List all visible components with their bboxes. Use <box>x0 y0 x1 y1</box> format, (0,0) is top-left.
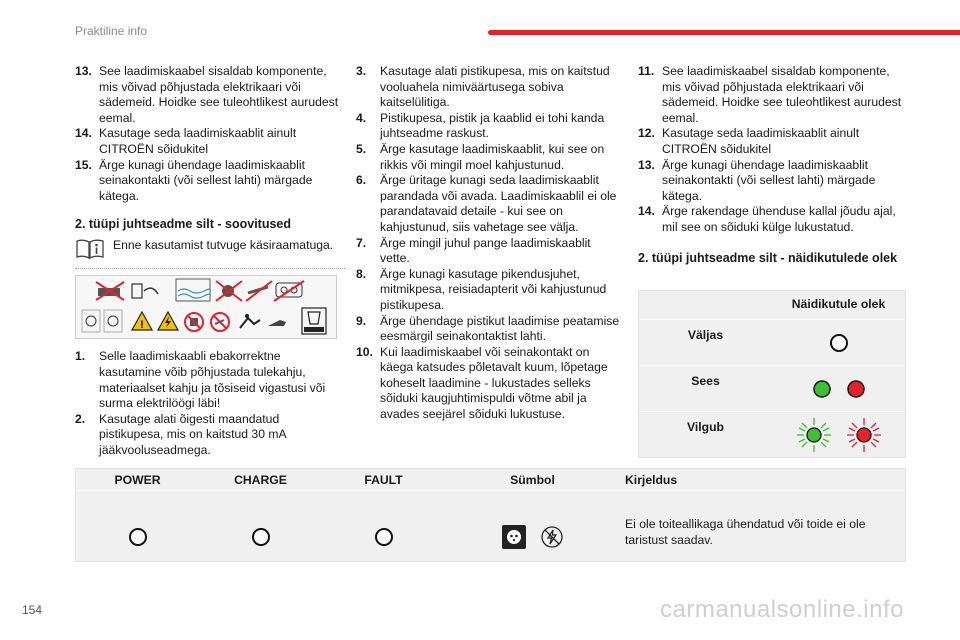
item-text: Pistikupesa, pistik ja kaablid ei tohi kanda juhtseadme raskust. <box>380 110 605 141</box>
column-header-charge: CHARGE <box>234 473 287 487</box>
power-light-off-icon <box>128 527 148 547</box>
no-modify-icon <box>246 281 272 301</box>
no-extension-icon <box>216 281 242 301</box>
list-item <box>356 236 621 267</box>
list-item <box>356 267 621 314</box>
column-header-fault: FAULT <box>364 473 403 487</box>
item-text: Kasutage seda laadimiskaablit ainult CITROËN sõidukitel <box>99 126 297 156</box>
watermark: carmanualsonline.info <box>660 596 904 623</box>
column-header-symbol: Sümbol <box>510 473 555 487</box>
item-text: Ärge mingil juhul pange laadimiskaablit vette. <box>380 235 591 266</box>
item-text: Ärge rakendage ühenduse kallal jõudu ajal, mil see on sõiduki külge lukustatud. <box>662 204 896 234</box>
item-number: 13. <box>75 64 92 78</box>
row-label: Väljas <box>687 328 724 342</box>
list-item <box>356 345 621 423</box>
column-header: Näidikutule olek <box>791 297 886 312</box>
list-item <box>638 64 908 126</box>
item-number: 3. <box>356 64 367 78</box>
item-number: 12. <box>638 126 655 141</box>
note-text: Enne kasutamist tutvuge käsiraamatuga. <box>113 238 334 253</box>
table-header-row <box>76 469 905 491</box>
symbol-cell <box>445 491 620 561</box>
list-item <box>356 111 621 142</box>
manual-info-icon <box>75 238 105 260</box>
item-text: Ärge kunagi kasutage pikendusjuhet, mitmikpesa, reisiadapterit või kahjustunud pistikupesa. <box>380 266 607 312</box>
light-off-icon <box>829 333 849 353</box>
row-label: Sees <box>691 374 720 388</box>
manual-note <box>75 238 345 269</box>
item-number: 2. <box>75 411 86 426</box>
list-item <box>356 142 621 173</box>
list-item <box>356 64 621 111</box>
column-header-power: POWER <box>114 473 161 487</box>
description-cell: Ei ole toiteallikaga ühendatud või toide ei ole taristust saadav. <box>625 517 866 547</box>
earth-icon <box>104 310 122 332</box>
column-1 <box>75 64 345 459</box>
plug-icon <box>502 525 526 549</box>
red-light-icon <box>846 379 866 399</box>
power-cell <box>76 491 199 561</box>
list-item <box>75 158 345 205</box>
table-row <box>639 319 905 365</box>
item-number: 1. <box>75 349 86 364</box>
column-2 <box>356 64 621 423</box>
list-item <box>638 204 908 235</box>
recycle-icon <box>302 308 326 334</box>
item-number: 8. <box>356 266 367 281</box>
item-text: Kasutage alati õigesti maandatud pistikupesa, mis on kaitstud 30 mA jääkvooluseadmega. <box>99 411 286 457</box>
item-number: 5. <box>356 141 367 156</box>
list-item <box>638 158 908 205</box>
no-spray-icon <box>211 313 229 331</box>
no-water-icon <box>96 282 124 300</box>
page-header-title: Praktiline info <box>75 24 148 38</box>
charge-cell <box>199 491 322 561</box>
item-number: 6. <box>356 173 367 188</box>
table-header-row <box>639 291 905 319</box>
fault-light-off-icon <box>374 527 394 547</box>
section-title: 2. tüüpi juhtseadme silt - soovitused <box>75 217 292 232</box>
item-number: 4. <box>356 110 367 125</box>
high-voltage-icon <box>158 312 178 330</box>
section-title: 2. tüüpi juhtseadme silt - näidikutulede olek <box>638 250 898 265</box>
item-text: Kasutage alati pistikupesa, mis on kaitstud vooluahela nimiväärtusega sobiva kaitselülitiga. <box>380 64 610 110</box>
list-item <box>356 173 621 235</box>
fault-cell <box>322 491 445 561</box>
green-blinking-light-icon <box>796 417 832 453</box>
item-text: Ärge üritage kunagi seda laadimiskaablit parandada või avada. Laadimiskaablil ei ole parandatavaid detaile - kui see on kahjustunud, siis vahetage see välja. <box>380 173 617 234</box>
charging-status-table <box>75 468 906 562</box>
column-header-description: Kirjeldus <box>625 473 678 487</box>
item-text: See laadimiskaabel sisaldab komponente, mis võivad põhjustada elektrikaari või sädemeid. Hoidke see tuleohtlikest aurudest eemal. <box>662 64 902 125</box>
row-label: Vilgub <box>686 420 724 434</box>
list-item <box>638 126 908 157</box>
earth-icon <box>274 281 304 301</box>
list-item <box>75 126 345 157</box>
charge-light-off-icon <box>251 527 271 547</box>
svg-text:!: ! <box>140 319 144 332</box>
item-text: See laadimiskaabel sisaldab komponente, mis võivad põhjustada elektrikaari või sädemeid. Hoidke see tuleohtlikest aurudest eemal. <box>99 64 339 125</box>
table-row <box>639 365 905 411</box>
list-item <box>75 412 345 459</box>
item-text: Kui laadimiskaabel või seinakontakt on käega katsudes põletavalt kuum, lõpetage koheselt laadimine - lukustades selleks sõiduki kaugjuhtimispuldi võtme abil ja avades seejärel sõiduki lukustuse. <box>380 344 608 422</box>
warning-label-image <box>75 275 337 339</box>
red-blinking-light-icon <box>846 417 882 453</box>
item-text: Ärge kasutage laadimiskaablit, kui see on rikkis või mingil moel kahjustunud. <box>380 141 605 172</box>
no-open-icon <box>185 313 203 331</box>
item-text: Ärge kunagi ühendage laadimiskaablit seinakontakti (või sellest lahti) märgade kätega. <box>99 157 313 203</box>
item-number: 14. <box>75 126 92 141</box>
item-number: 9. <box>356 313 367 328</box>
caution-icon <box>132 312 152 331</box>
warning-symbols <box>76 276 338 340</box>
item-text: Ärge ühendage pistikut laadimise peatamise eesmärgil seinakontaktist lahti. <box>380 313 620 344</box>
table-row <box>639 411 905 457</box>
item-number: 13. <box>638 157 655 172</box>
list-item <box>75 64 345 126</box>
item-number: 10. <box>356 344 373 359</box>
item-number: 7. <box>356 235 367 250</box>
table-row <box>76 491 905 561</box>
list-item <box>356 314 621 345</box>
green-light-icon <box>812 379 832 399</box>
column-3 <box>638 64 908 272</box>
item-text: Kasutage seda laadimiskaablit ainult CITROËN sõidukitel <box>662 126 860 156</box>
hand-icon <box>268 320 286 326</box>
item-text: Selle laadimiskaabli ebakorrektne kasutamine võib põhjustada tulekahju, materiaalset kahju ja tõsiseid vigastusi või surma elektrilöögi läbi! <box>99 349 326 411</box>
item-text: Ärge kunagi ühendage laadimiskaablit seinakontakti (või sellest lahti) märgade kätega. <box>662 157 876 203</box>
page-number: 154 <box>22 603 43 617</box>
water-icon <box>176 279 210 301</box>
list-item <box>75 349 345 411</box>
no-power-icon <box>540 525 564 549</box>
plug-icon <box>132 284 158 298</box>
item-number: 11. <box>638 64 655 78</box>
caution-icon <box>82 310 100 332</box>
no-drive-icon <box>240 314 260 328</box>
indicator-status-table <box>638 290 906 458</box>
header-accent-bar <box>488 30 960 35</box>
item-number: 14. <box>638 204 655 219</box>
item-number: 15. <box>75 157 92 172</box>
